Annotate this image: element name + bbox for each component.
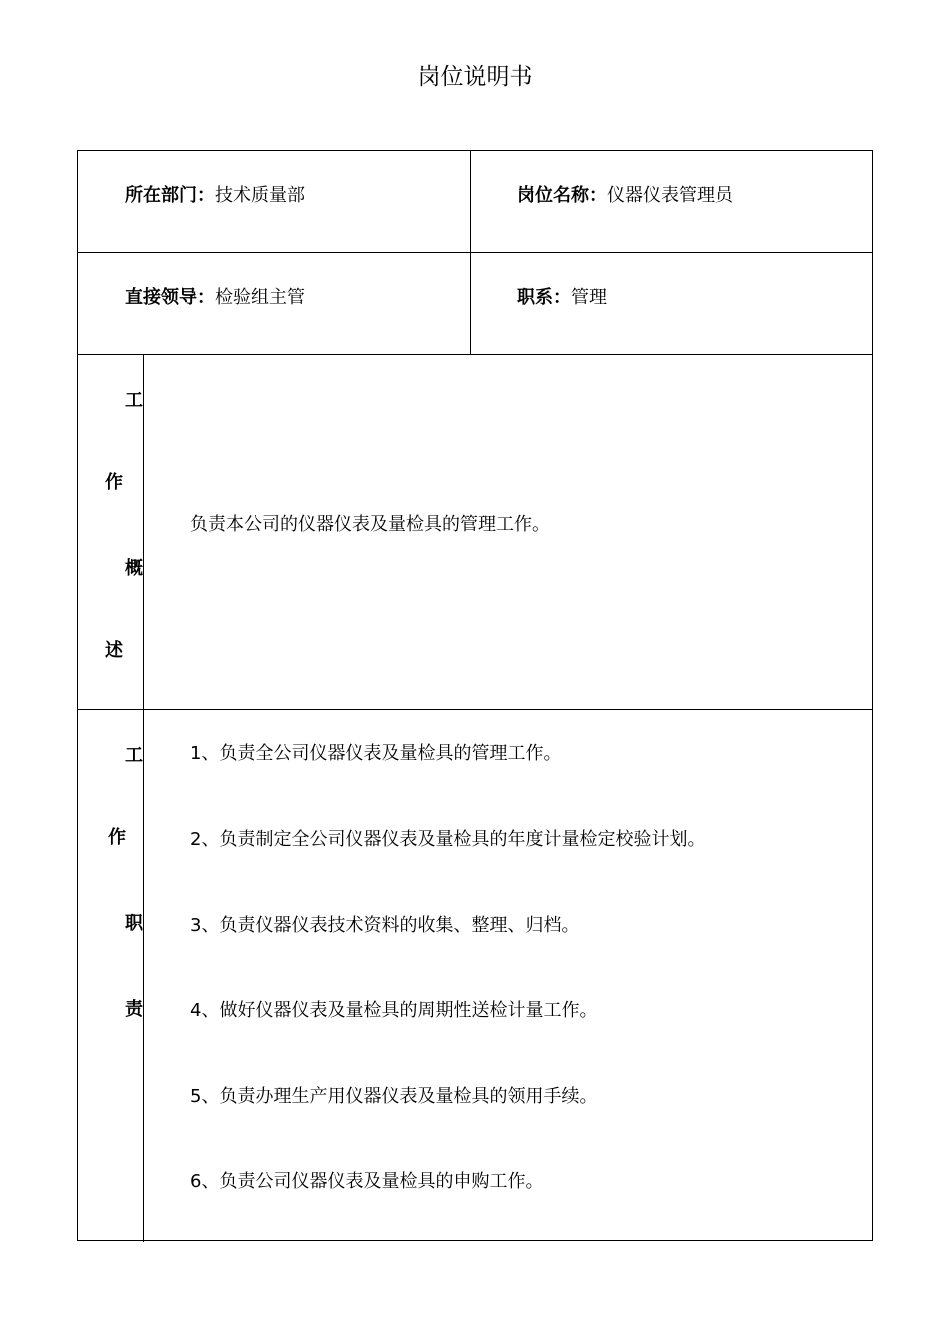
position-cell <box>517 184 733 208</box>
duty-item: 4、做好仪器仪表及量检具的周期性送检计量工作。 <box>190 1000 598 1021</box>
summary-label-char: 概 <box>125 558 143 579</box>
summary-label-char: 工 <box>125 390 143 411</box>
summary-label-char: 作 <box>105 472 123 493</box>
category-cell <box>517 286 607 310</box>
category-value: 管理 <box>571 287 607 308</box>
label-column-divider <box>143 354 144 1242</box>
supervisor-cell <box>125 286 305 310</box>
position-label: 岗位名称： <box>517 185 607 206</box>
duty-item: 6、负责公司仪器仪表及量检具的申购工作。 <box>190 1171 544 1192</box>
duty-item: 5、负责办理生产用仪器仪表及量检具的领用手续。 <box>190 1086 598 1107</box>
department-label: 所在部门： <box>125 185 215 206</box>
page-title: 岗位说明书 <box>417 64 533 90</box>
summary-label-char: 述 <box>105 640 123 661</box>
duties-label-char: 职 <box>125 913 143 934</box>
category-label: 职系： <box>517 287 571 308</box>
department-cell <box>125 184 305 208</box>
duty-item: 3、负责仪器仪表技术资料的收集、整理、归档。 <box>190 915 580 936</box>
duty-item: 2、负责制定全公司仪器仪表及量检具的年度计量检定校验计划。 <box>190 829 706 850</box>
summary-text: 负责本公司的仪器仪表及量检具的管理工作。 <box>190 514 550 535</box>
supervisor-label: 直接领导： <box>125 287 215 308</box>
row-divider <box>78 354 872 355</box>
duty-item: 1、负责全公司仪器仪表及量检具的管理工作。 <box>190 743 562 764</box>
duties-label-char: 作 <box>108 827 126 848</box>
job-description-table <box>77 150 873 1241</box>
row-divider <box>78 252 872 253</box>
supervisor-value: 检验组主管 <box>215 287 305 308</box>
duties-label-char: 责 <box>125 999 143 1020</box>
row-divider <box>78 709 872 710</box>
duties-label-char: 工 <box>125 745 143 766</box>
department-value: 技术质量部 <box>215 185 305 206</box>
position-value: 仪器仪表管理员 <box>607 185 733 206</box>
column-divider <box>470 151 471 354</box>
